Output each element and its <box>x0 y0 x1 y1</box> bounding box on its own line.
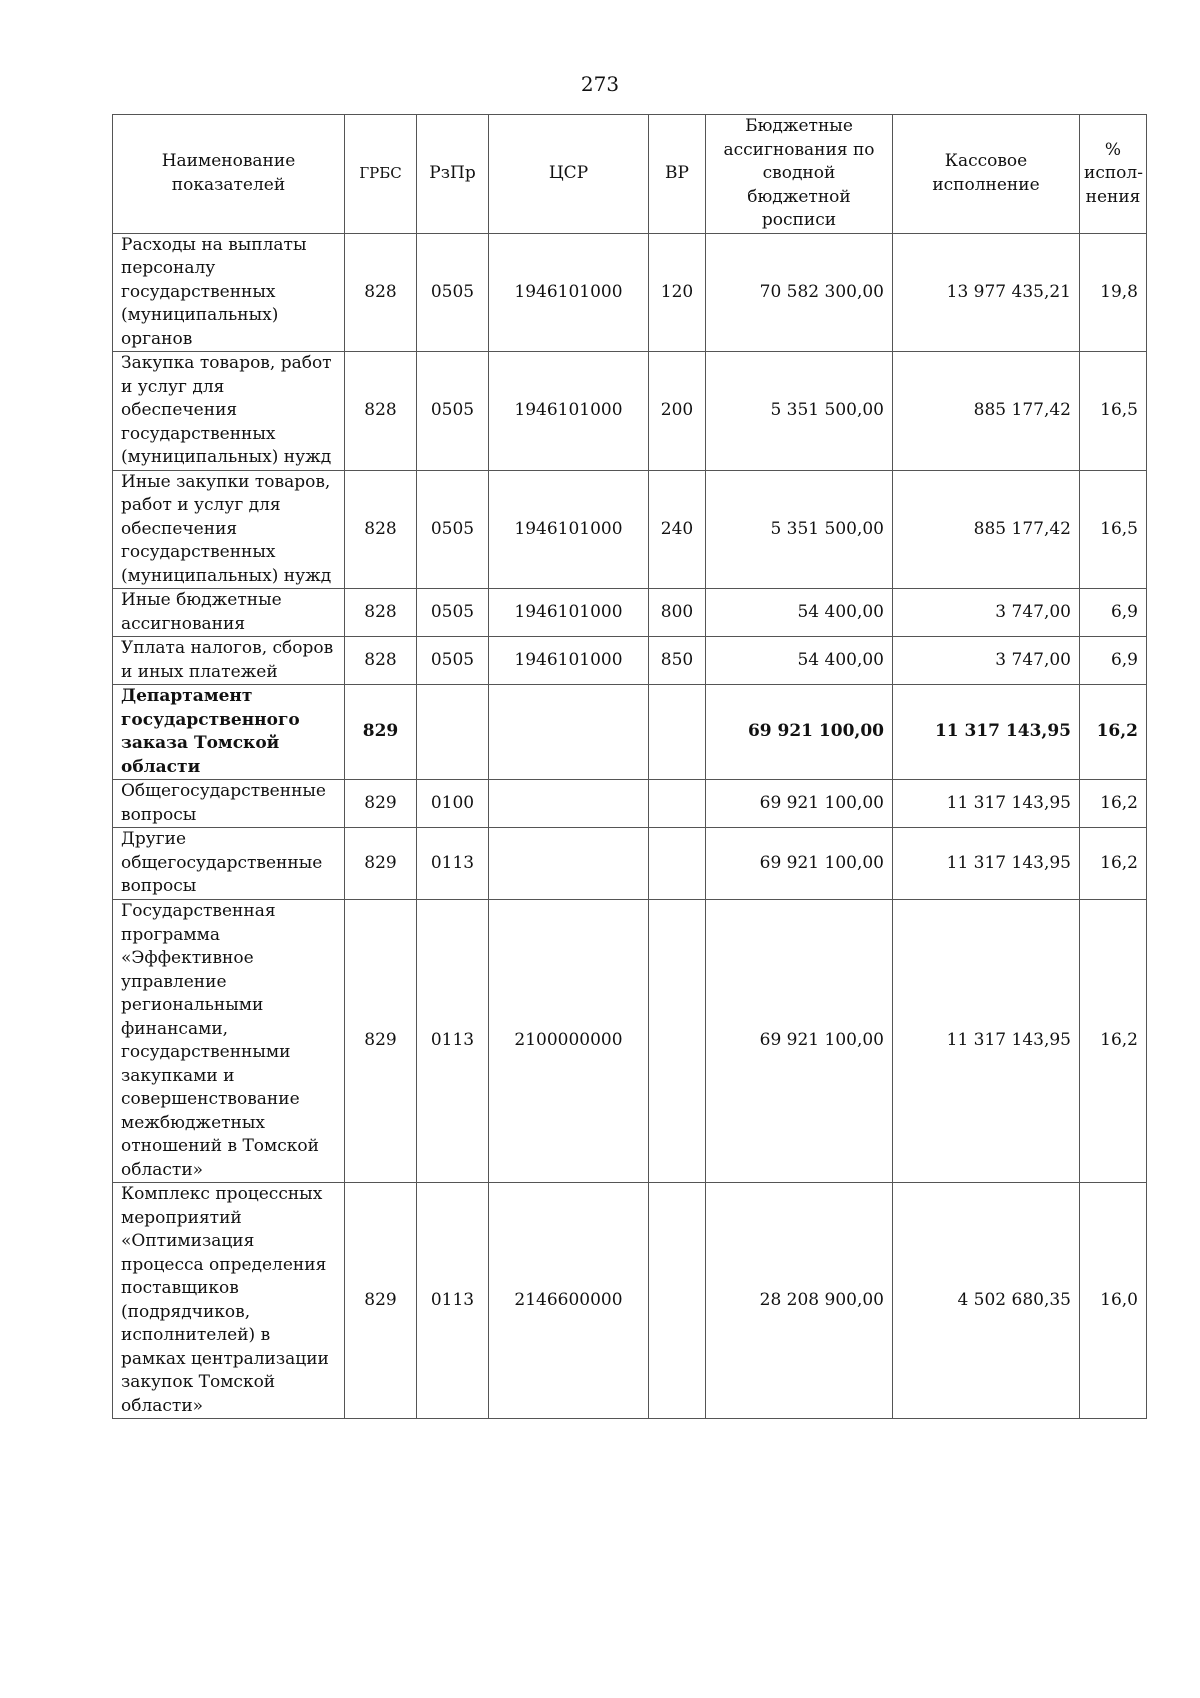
row-csr <box>489 780 649 828</box>
row-assignments: 69 921 100,00 <box>706 900 893 1183</box>
row-cash-execution: 13 977 435,21 <box>893 233 1080 352</box>
row-percent: 16,2 <box>1080 685 1147 780</box>
row-csr <box>489 685 649 780</box>
row-rzpr: 0505 <box>417 352 489 471</box>
table-row <box>113 233 1147 352</box>
row-grbs: 828 <box>345 352 417 471</box>
row-cash-execution: 4 502 680,35 <box>893 1183 1080 1419</box>
budget-table <box>112 114 1147 1419</box>
row-grbs: 828 <box>345 233 417 352</box>
row-csr: 1946101000 <box>489 589 649 637</box>
row-percent: 16,0 <box>1080 1183 1147 1419</box>
table-row <box>113 828 1147 900</box>
row-rzpr: 0505 <box>417 470 489 589</box>
row-grbs: 829 <box>345 1183 417 1419</box>
row-assignments: 5 351 500,00 <box>706 470 893 589</box>
row-grbs: 829 <box>345 900 417 1183</box>
row-rzpr: 0505 <box>417 233 489 352</box>
row-percent: 16,5 <box>1080 470 1147 589</box>
row-grbs: 829 <box>345 828 417 900</box>
row-assignments: 28 208 900,00 <box>706 1183 893 1419</box>
row-name: Комплекс процессных мероприятий «Оптимизация процесса определения поставщиков (подрядчиков, исполнителей) в рамках централизации закупок Томской области» <box>113 1183 345 1419</box>
row-grbs: 829 <box>345 780 417 828</box>
row-rzpr: 0100 <box>417 780 489 828</box>
row-name: Уплата налогов, сборов и иных платежей <box>113 637 345 685</box>
row-vr <box>649 900 706 1183</box>
row-cash-execution: 11 317 143,95 <box>893 900 1080 1183</box>
row-assignments: 5 351 500,00 <box>706 352 893 471</box>
header-assignments: Бюджетные ассигнования по сводной бюджетной росписи <box>706 115 893 234</box>
row-vr: 800 <box>649 589 706 637</box>
row-rzpr <box>417 685 489 780</box>
table-row <box>113 470 1147 589</box>
row-rzpr: 0113 <box>417 1183 489 1419</box>
row-grbs: 829 <box>345 685 417 780</box>
row-assignments: 70 582 300,00 <box>706 233 893 352</box>
row-cash-execution: 885 177,42 <box>893 352 1080 471</box>
row-name: Другие общегосударственные вопросы <box>113 828 345 900</box>
row-vr: 200 <box>649 352 706 471</box>
row-rzpr: 0505 <box>417 637 489 685</box>
row-cash-execution: 3 747,00 <box>893 589 1080 637</box>
table-row <box>113 352 1147 471</box>
table-row <box>113 685 1147 780</box>
row-cash-execution: 11 317 143,95 <box>893 685 1080 780</box>
row-assignments: 54 400,00 <box>706 637 893 685</box>
row-vr <box>649 828 706 900</box>
row-name: Общегосударственные вопросы <box>113 780 345 828</box>
row-name: Расходы на выплаты персоналу государственных (муниципальных) органов <box>113 233 345 352</box>
row-grbs: 828 <box>345 470 417 589</box>
row-assignments: 69 921 100,00 <box>706 685 893 780</box>
row-cash-execution: 11 317 143,95 <box>893 828 1080 900</box>
row-percent: 6,9 <box>1080 637 1147 685</box>
table-row <box>113 637 1147 685</box>
header-grbs: ГРБС <box>345 115 417 234</box>
row-rzpr: 0113 <box>417 828 489 900</box>
row-percent: 16,2 <box>1080 900 1147 1183</box>
row-cash-execution: 885 177,42 <box>893 470 1080 589</box>
row-percent: 16,5 <box>1080 352 1147 471</box>
table-row <box>113 589 1147 637</box>
row-vr <box>649 1183 706 1419</box>
header-percent: % испол-нения <box>1080 115 1147 234</box>
row-name: Государственная программа «Эффективное управление региональными финансами, государственными закупками и совершенствование межбюджетных отношений в Томской области» <box>113 900 345 1183</box>
row-csr: 2146600000 <box>489 1183 649 1419</box>
row-vr: 240 <box>649 470 706 589</box>
page-number: 273 <box>580 72 620 96</box>
row-csr: 2100000000 <box>489 900 649 1183</box>
row-rzpr: 0505 <box>417 589 489 637</box>
row-percent: 6,9 <box>1080 589 1147 637</box>
header-name: Наименование показателей <box>113 115 345 234</box>
row-percent: 16,2 <box>1080 780 1147 828</box>
table-row <box>113 1183 1147 1419</box>
row-name: Иные закупки товаров, работ и услуг для обеспечения государственных (муниципальных) нужд <box>113 470 345 589</box>
row-cash-execution: 3 747,00 <box>893 637 1080 685</box>
row-vr <box>649 685 706 780</box>
row-name: Иные бюджетные ассигнования <box>113 589 345 637</box>
row-vr: 850 <box>649 637 706 685</box>
row-assignments: 54 400,00 <box>706 589 893 637</box>
row-vr: 120 <box>649 233 706 352</box>
row-csr <box>489 828 649 900</box>
row-vr <box>649 780 706 828</box>
row-grbs: 828 <box>345 637 417 685</box>
header-rzpr: РзПр <box>417 115 489 234</box>
row-name: Закупка товаров, работ и услуг для обеспечения государственных (муниципальных) нужд <box>113 352 345 471</box>
row-percent: 19,8 <box>1080 233 1147 352</box>
table-row <box>113 780 1147 828</box>
row-assignments: 69 921 100,00 <box>706 828 893 900</box>
row-cash-execution: 11 317 143,95 <box>893 780 1080 828</box>
table-header-row <box>113 115 1147 234</box>
row-name: Департамент государственного заказа Томской области <box>113 685 345 780</box>
row-csr: 1946101000 <box>489 352 649 471</box>
header-vr: ВР <box>649 115 706 234</box>
row-percent: 16,2 <box>1080 828 1147 900</box>
header-cash-execution: Кассовое исполнение <box>893 115 1080 234</box>
row-rzpr: 0113 <box>417 900 489 1183</box>
row-csr: 1946101000 <box>489 233 649 352</box>
row-csr: 1946101000 <box>489 470 649 589</box>
row-grbs: 828 <box>345 589 417 637</box>
table-row <box>113 900 1147 1183</box>
row-csr: 1946101000 <box>489 637 649 685</box>
row-assignments: 69 921 100,00 <box>706 780 893 828</box>
header-csr: ЦСР <box>489 115 649 234</box>
